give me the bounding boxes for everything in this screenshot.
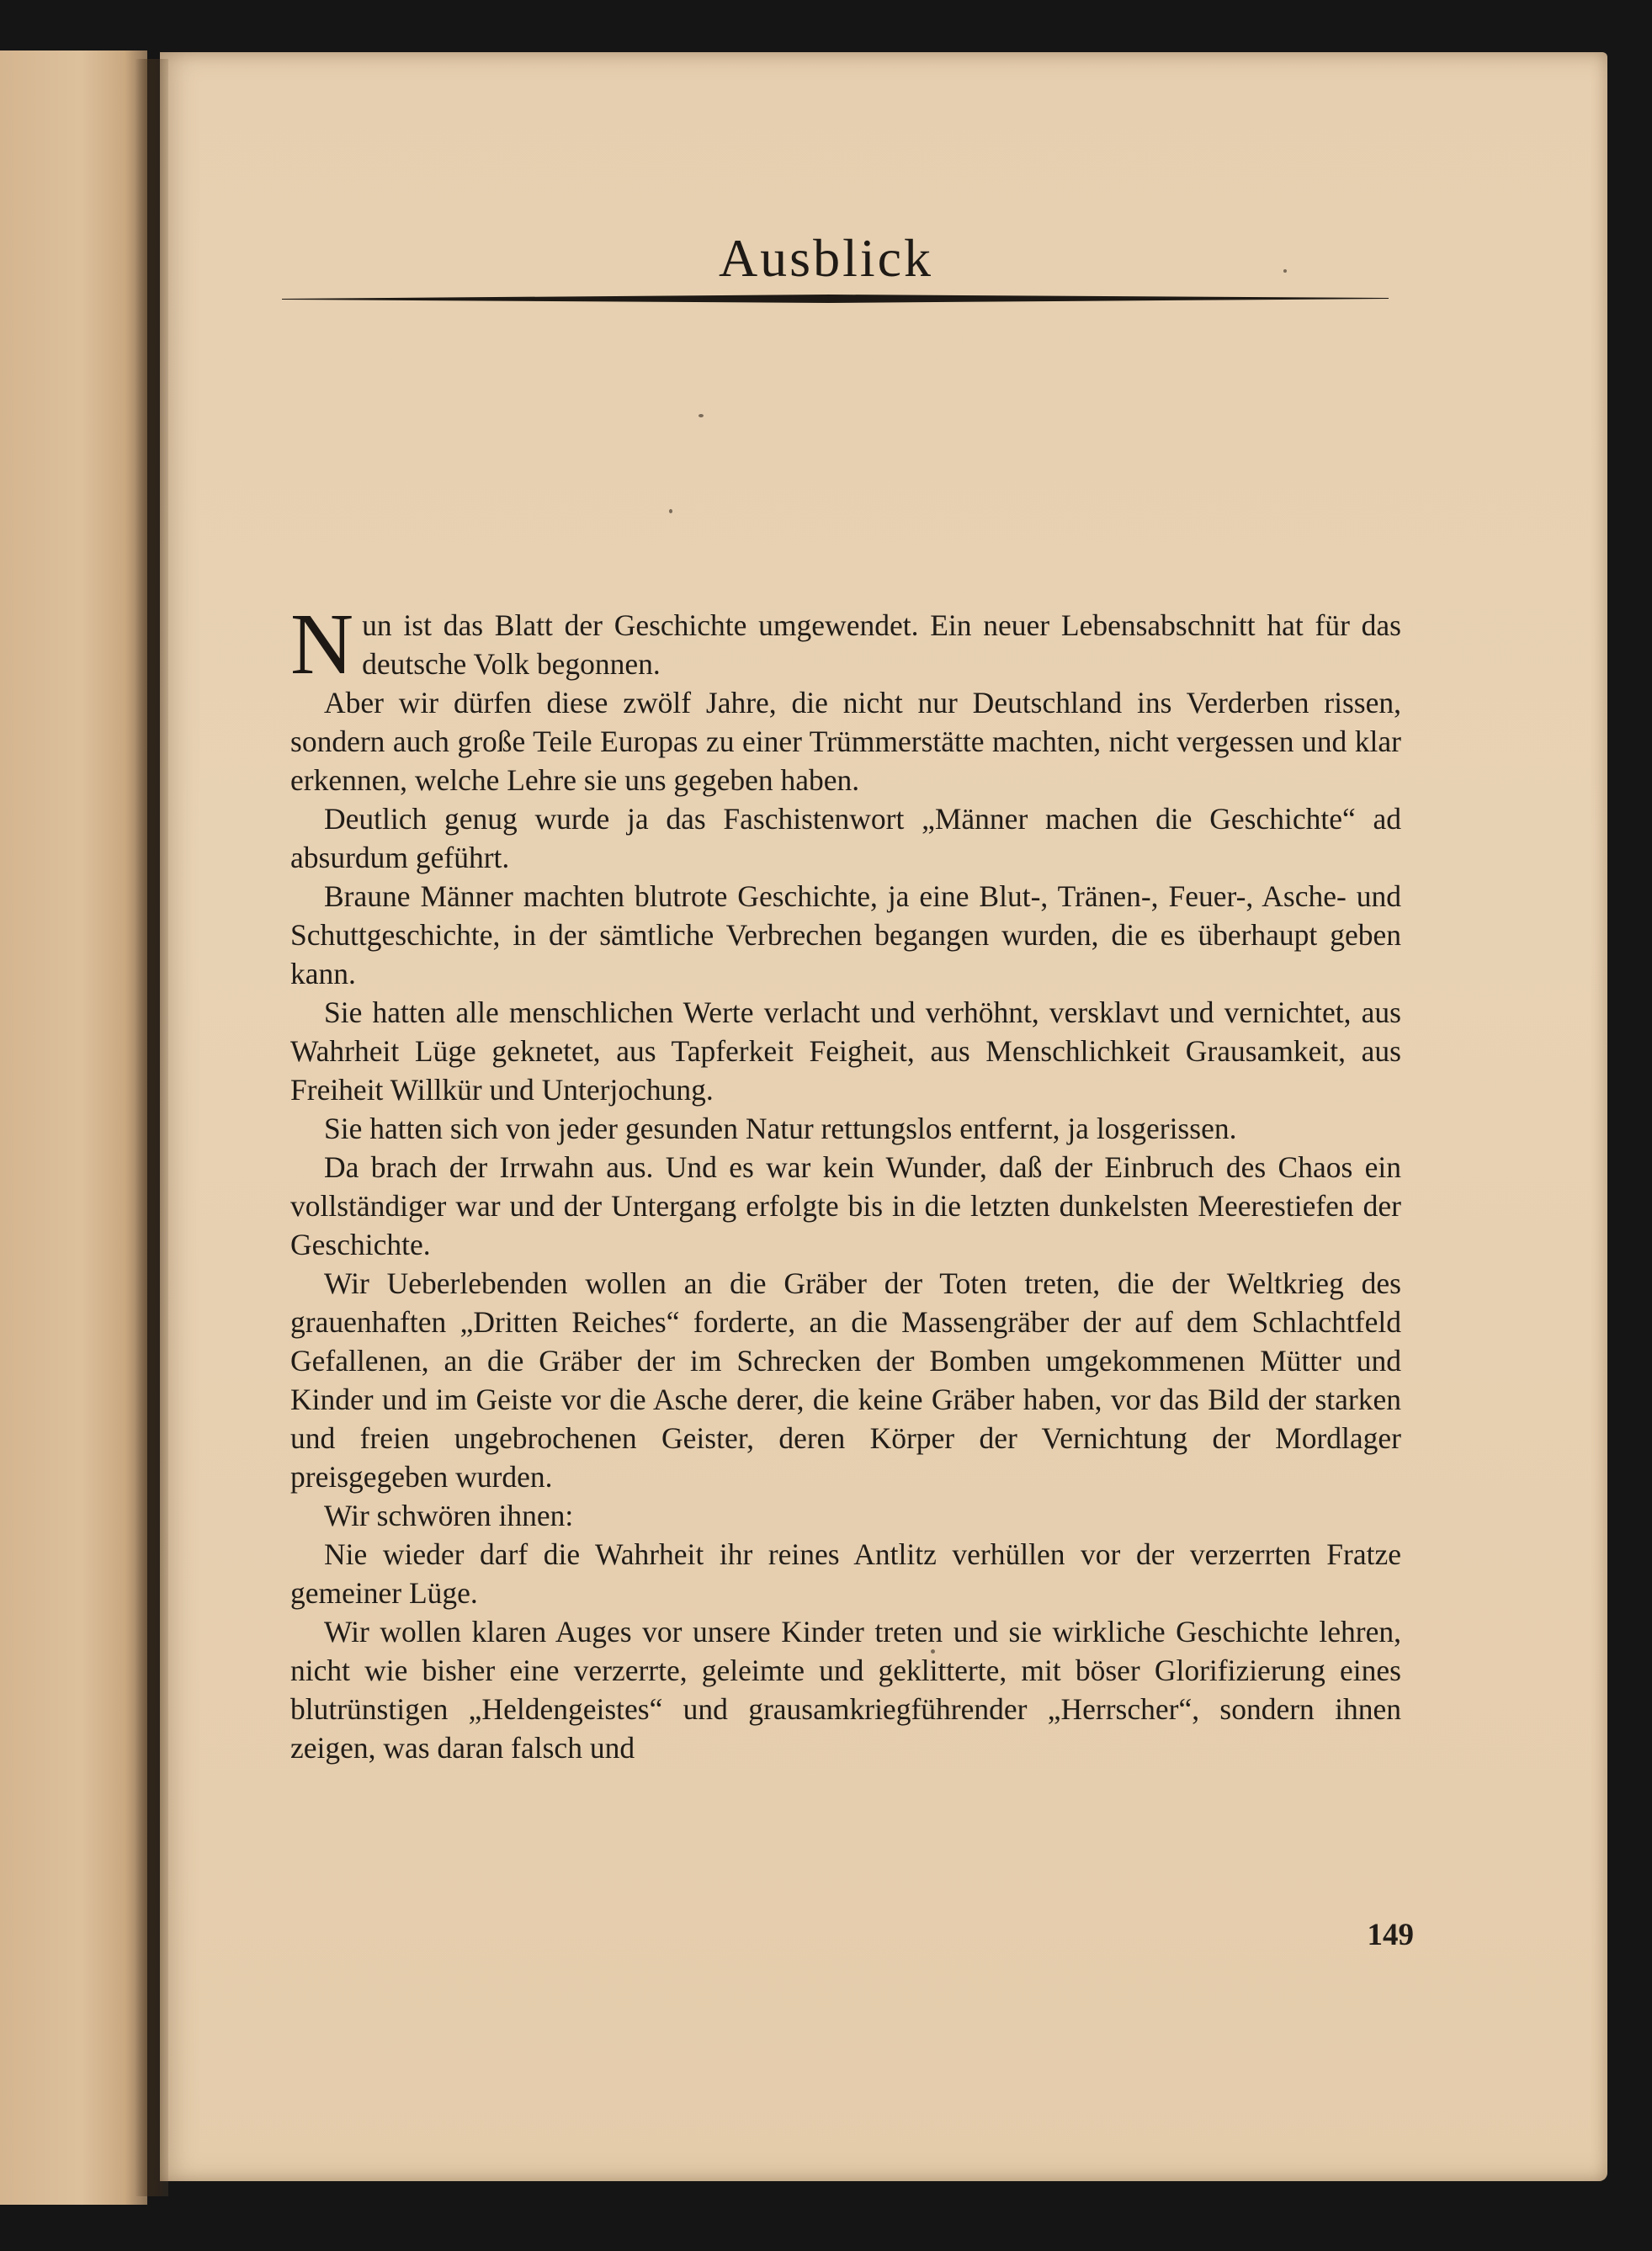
paper-speck xyxy=(669,509,672,513)
paragraph-10: Nie wieder darf die Wahrheit ihr reines Antlitz verhüllen vor der verzerrten Fratze gemeiner Lüge. xyxy=(290,1537,1401,1610)
paper-speck xyxy=(699,414,704,417)
paragraph-11: Wir wollen klaren Auges vor unsere Kinder treten und sie wirkliche Geschichte lehren, nicht wie bisher eine verzerrte, geleimte und geklitterte, mit böser Glorifizierung eines blutrünstigen „Heldengeistes“ und grausamkriegführender „Herrscher“, sondern ihnen zeigen, was daran falsch und xyxy=(290,1615,1401,1765)
title-rule xyxy=(282,293,1389,305)
body-text xyxy=(290,596,1401,1767)
paragraph-9: Wir schwören ihnen: xyxy=(324,1499,574,1532)
drop-cap: N xyxy=(290,596,354,693)
chapter-title: Ausblick xyxy=(718,228,934,288)
paragraph-2: Aber wir dürfen diese zwölf Jahre, die nicht nur Deutschland ins Verderben rissen, sondern auch große Teile Europas zu einer Trümmerstätte machten, nicht vergessen und klar erkennen, welche Lehre sie uns gegeben haben. xyxy=(290,686,1401,797)
paragraph-1: Nun ist das Blatt der Geschichte umgewendet. Ein neuer Lebensabschnitt hat für das deutsche Volk begonnen. xyxy=(290,596,1401,693)
book-gutter xyxy=(135,59,168,2196)
paragraph-6: Sie hatten sich von jeder gesunden Natur rettungslos entfernt, ja losgerissen. xyxy=(324,1112,1237,1145)
previous-page-edge xyxy=(0,50,147,2205)
paper-speck xyxy=(931,1649,935,1654)
page-number: 149 xyxy=(1367,1918,1414,1952)
paragraph-5: Sie hatten alle menschlichen Werte verlacht und verhöhnt, versklavt und vernichtet, aus Wahrheit Lüge geknetet, aus Tapferkeit Feigheit, aus Menschlichkeit Grausamkeit, aus Freiheit Willkür und Unterjochung. xyxy=(290,995,1401,1107)
paragraph-3: Deutlich genug wurde ja das Faschistenwort „Männer machen die Geschichte“ ad absurdum geführt. xyxy=(290,802,1401,874)
paragraph-7: Da brach der Irrwahn aus. Und es war kein Wunder, daß der Einbruch des Chaos ein vollständiger war und der Untergang erfolgte bis in die letzten dunkelsten Meerestiefen der Geschichte. xyxy=(290,1150,1401,1261)
paper-speck xyxy=(1283,269,1287,273)
paragraph-4: Braune Männer machten blutrote Geschichte, ja eine Blut-, Tränen-, Feuer-, Asche- und Schuttgeschichte, in der sämtliche Verbrechen begangen wurden, die es überhaupt geben kann. xyxy=(290,879,1401,990)
paragraph-8: Wir Ueberlebenden wollen an die Gräber der Toten treten, die der Weltkrieg des grauenhaften „Dritten Reiches“ forderte, an die Massengräber der auf dem Schlachtfeld Gefallenen, an die Gräber der im Schrecken der Bomben umgekommenen Mütter und Kinder und im Geiste vor die Asche derer, die keine Gräber haben, vor das Bild der starken und freien ungebrochenen Geister, deren Körper der Vernichtung der Mordlager preisgegeben wurden. xyxy=(290,1266,1401,1494)
